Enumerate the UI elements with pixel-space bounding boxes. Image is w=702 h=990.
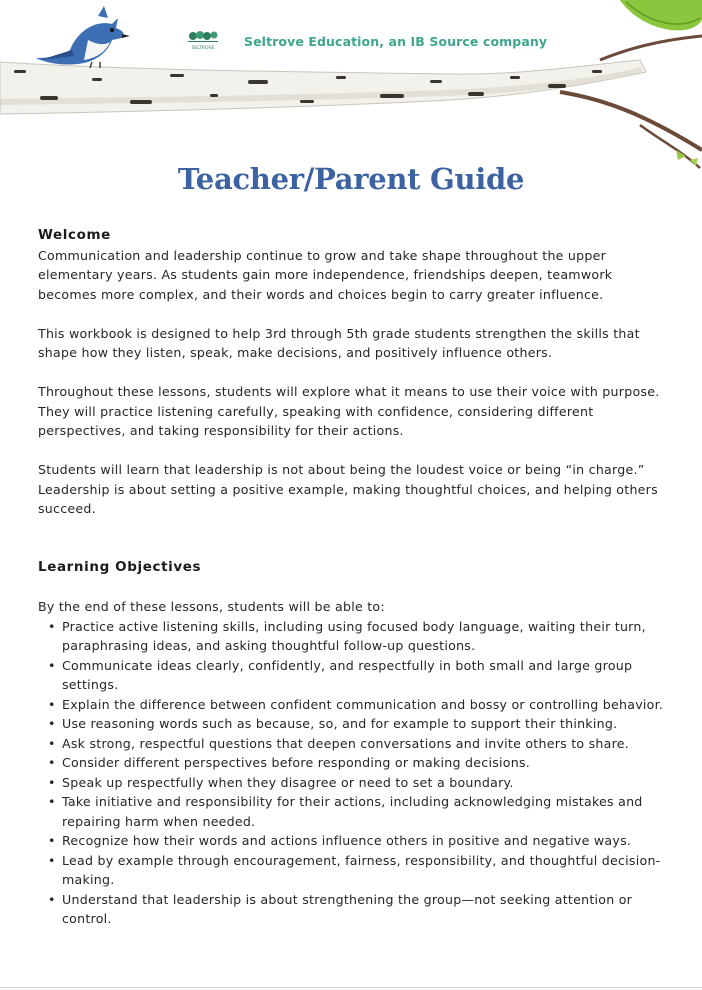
objective-text: Take initiative and responsibility for their actions, including acknowledging mistakes and repairing harm when needed.: [62, 794, 643, 829]
welcome-paragraph-4: Students will learn that leadership is not about being the loudest voice or being “in charge.” Leadership is about setting a positive example, making thoughtful choices, and helping others succeed.: [38, 462, 658, 516]
list-item: [38, 734, 668, 754]
bullet-icon: •: [48, 794, 56, 809]
bullet-icon: •: [48, 735, 56, 751]
objective-text: Recognize how their words and actions influence others in positive and negative ways.: [62, 833, 632, 848]
objective-text: Explain the difference between confident communication and bossy or controlling behavior.: [62, 696, 664, 712]
bullet-icon: •: [48, 716, 56, 731]
objective-text: Consider different perspectives before responding or making decisions.: [62, 755, 531, 770]
bullet-icon: •: [48, 657, 56, 673]
list-item: [38, 695, 668, 715]
objectives-heading: Learning Objectives: [38, 559, 202, 575]
welcome-paragraph-2: This workbook is designed to help 3rd through 5th grade students strengthen the skills that shape how they listen, speak, make decisions, and positively influence others.: [38, 325, 640, 360]
objective-text: Speak up respectfully when they disagree or need to set a boundary.: [62, 774, 514, 790]
page-title: Teacher/Parent Guide: [177, 162, 525, 196]
objectives-list: [38, 617, 668, 929]
bullet-icon: •: [48, 774, 56, 790]
list-item: [38, 753, 668, 773]
objective-text: Understand that leadership is about strengthening the group—not seeking attention or control.: [62, 891, 633, 926]
list-item: [38, 890, 668, 929]
bullet-icon: •: [48, 891, 56, 907]
bullet-icon: •: [48, 852, 56, 868]
welcome-section: [38, 226, 668, 519]
seltrove-logo-icon: [186, 30, 220, 52]
company-name: Seltrove Education, an IB Source company: [244, 33, 548, 49]
list-item: [38, 617, 668, 656]
bullet-icon: •: [48, 833, 56, 848]
leaf-icon: [620, 0, 702, 30]
objectives-section: [38, 558, 668, 929]
welcome-paragraph-3: Throughout these lessons, students will explore what it means to use their voice with purpose. They will practice listening carefully, speaking with confidence, considering different perspectives, and taking responsibility for their actions.: [38, 384, 660, 438]
list-item: [38, 851, 668, 890]
objective-text: Use reasoning words such as because, so, and for example to support their thinking.: [62, 716, 618, 731]
objective-text: Lead by example through encouragement, fairness, responsibility, and thoughtful decision-making.: [62, 852, 661, 887]
objective-text: Communicate ideas clearly, confidently, and respectfully in both small and large group settings.: [62, 657, 633, 692]
logo-text: SELTROVE: [191, 46, 215, 51]
list-item: [38, 714, 668, 734]
welcome-paragraph-1: Communication and leadership continue to grow and take shape throughout the upper elementary years. As students gain more independence, friendships deepen, teamwork becomes more complex, and their words and choices begin to carry greater influence.: [38, 247, 613, 302]
bullet-icon: •: [48, 696, 56, 712]
brand-header: [186, 30, 547, 52]
bullet-icon: •: [48, 755, 56, 770]
bullet-icon: •: [48, 618, 56, 634]
welcome-heading: Welcome: [38, 227, 111, 243]
blue-jay-bird-icon: [36, 6, 130, 68]
list-item: [38, 792, 668, 831]
page-bottom-divider: [0, 987, 702, 988]
objective-text: Practice active listening skills, including using focused body language, waiting their turn, paraphrasing ideas, and asking thoughtful follow-up questions.: [62, 618, 646, 653]
list-item: [38, 831, 668, 851]
list-item: [38, 656, 668, 695]
objective-text: Ask strong, respectful questions that deepen conversations and invite others to share.: [62, 735, 630, 751]
list-item: [38, 773, 668, 793]
objectives-intro: By the end of these lessons, students will be able to:: [38, 599, 385, 614]
